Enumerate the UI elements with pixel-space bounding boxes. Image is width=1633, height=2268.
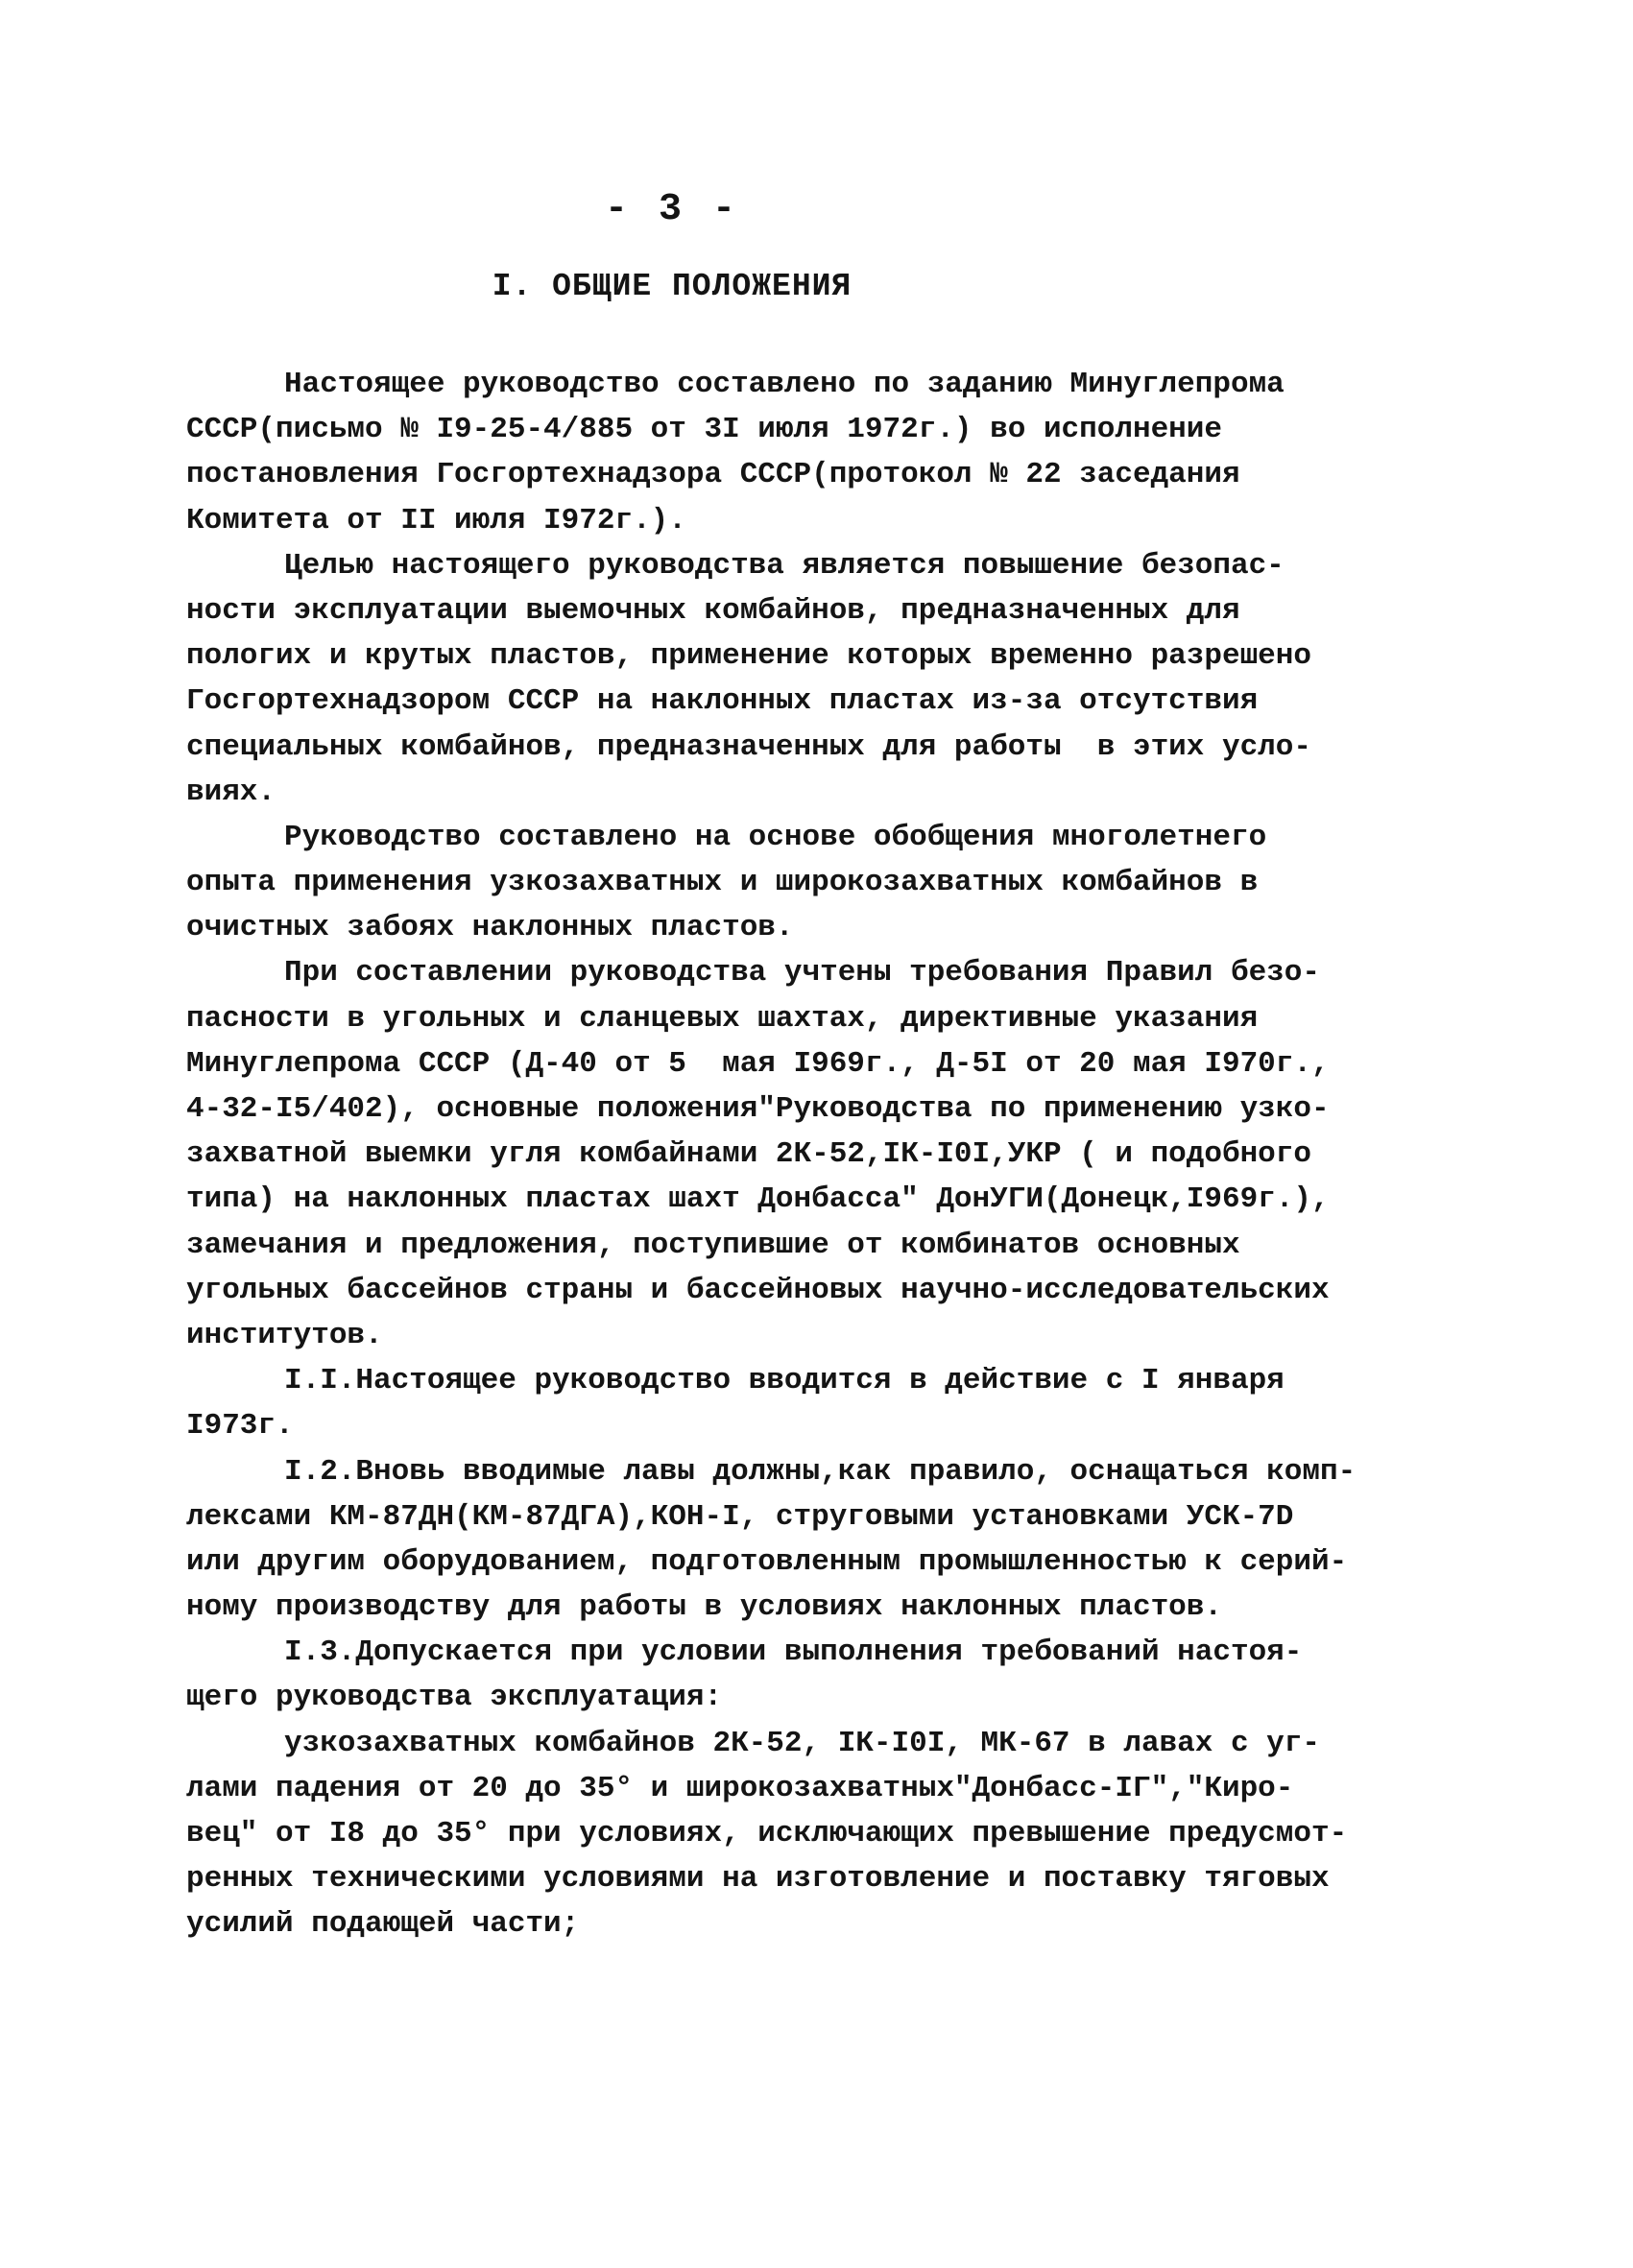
- text-line: ному производству для работы в условиях наклонных пластов.: [186, 1590, 1222, 1625]
- text-line: I973г.: [186, 1409, 294, 1444]
- text-line: СССР(письмо № I9-25-4/885 от 3I июля 1972г.) во исполнение: [186, 413, 1222, 447]
- text-line: постановления Госгортехнадзора СССР(протокол № 22 заседания: [186, 458, 1240, 492]
- text-line: или другим оборудованием, подготовленным промышленностью к серий-: [186, 1544, 1348, 1579]
- text-line: вец" от I8 до 35° при условиях, исключающих превышение предусмот-: [186, 1817, 1348, 1850]
- text-line: щего руководства эксплуатация:: [186, 1681, 723, 1715]
- text-line: Минуглепрома СССР (Д-40 от 5 мая I969г., Д-5I от 20 мая I970г.,: [186, 1046, 1330, 1081]
- body-text: [186, 362, 1473, 1947]
- text-line: I.2.Вновь вводимые лавы должны,как правило, оснащаться комп-: [284, 1454, 1357, 1489]
- text-line: Руководство составлено на основе обобщения многолетнего: [284, 820, 1267, 854]
- text-line: 4-32-I5/402), основные положения"Руководства по применению узко-: [186, 1092, 1330, 1126]
- text-line: I.3.Допускается при условии выполнения требований настоя-: [284, 1635, 1303, 1670]
- text-line: усилий подающей части;: [186, 1907, 580, 1942]
- text-line: Настоящее руководство составлено по заданию Минуглепрома: [284, 368, 1285, 401]
- text-line: пологих и крутых пластов, применение которых временно разрешено: [186, 639, 1311, 674]
- text-line: опыта применения узкозахватных и широкозахватных комбайнов в: [186, 866, 1259, 900]
- text-line: угольных бассейнов страны и бассейновых научно-исследовательских: [186, 1273, 1330, 1307]
- text-line: типа) на наклонных пластах шахт Донбасса" ДонУГИ(Донецк,I969г.),: [186, 1182, 1330, 1217]
- text-line: узкозахватных комбайнов 2К-52, IК-I0I, МК-67 в лавах с уг-: [284, 1726, 1320, 1760]
- text-line: При составлении руководства учтены требования Правил безо-: [284, 956, 1320, 991]
- text-line: специальных комбайнов, предназначенных для работы в этих усло-: [186, 729, 1311, 764]
- text-line: ности эксплуатации выемочных комбайнов, предназначенных для: [186, 593, 1240, 628]
- text-line: лами падения от 20 до 35° и широкозахватных"Донбасс-IГ","Киро-: [186, 1771, 1294, 1805]
- text-line: I.I.Настоящее руководство вводится в действие с I января: [284, 1364, 1285, 1398]
- text-line: Целью настоящего руководства является повышение безопас-: [284, 548, 1285, 583]
- text-line: ренных техническими условиями на изготовление и поставку тяговых: [186, 1862, 1330, 1897]
- text-line: лексами КМ-87ДН(КМ-87ДГА),КОН-I, струговыми установками УСК-7D: [186, 1499, 1294, 1534]
- text-line: пасности в угольных и сланцевых шахтах, директивные указания: [186, 1001, 1259, 1036]
- text-line: очистных забоях наклонных пластов.: [186, 911, 794, 945]
- page-number: - 3 -: [604, 188, 740, 231]
- text-line: виях.: [186, 775, 276, 809]
- text-line: замечания и предложения, поступившие от комбинатов основных: [186, 1228, 1240, 1262]
- text-line: захватной выемки угля комбайнами 2К-52,IК-I0I,УКР ( и подобного: [186, 1137, 1311, 1172]
- text-line: Госгортехнадзором СССР на наклонных пластах из-за отсутствия: [186, 684, 1259, 719]
- section-heading: I. ОБЩИЕ ПОЛОЖЕНИЯ: [492, 269, 853, 304]
- text-line: Комитета от II июля I972г.).: [186, 503, 686, 537]
- text-line: институтов.: [186, 1318, 383, 1352]
